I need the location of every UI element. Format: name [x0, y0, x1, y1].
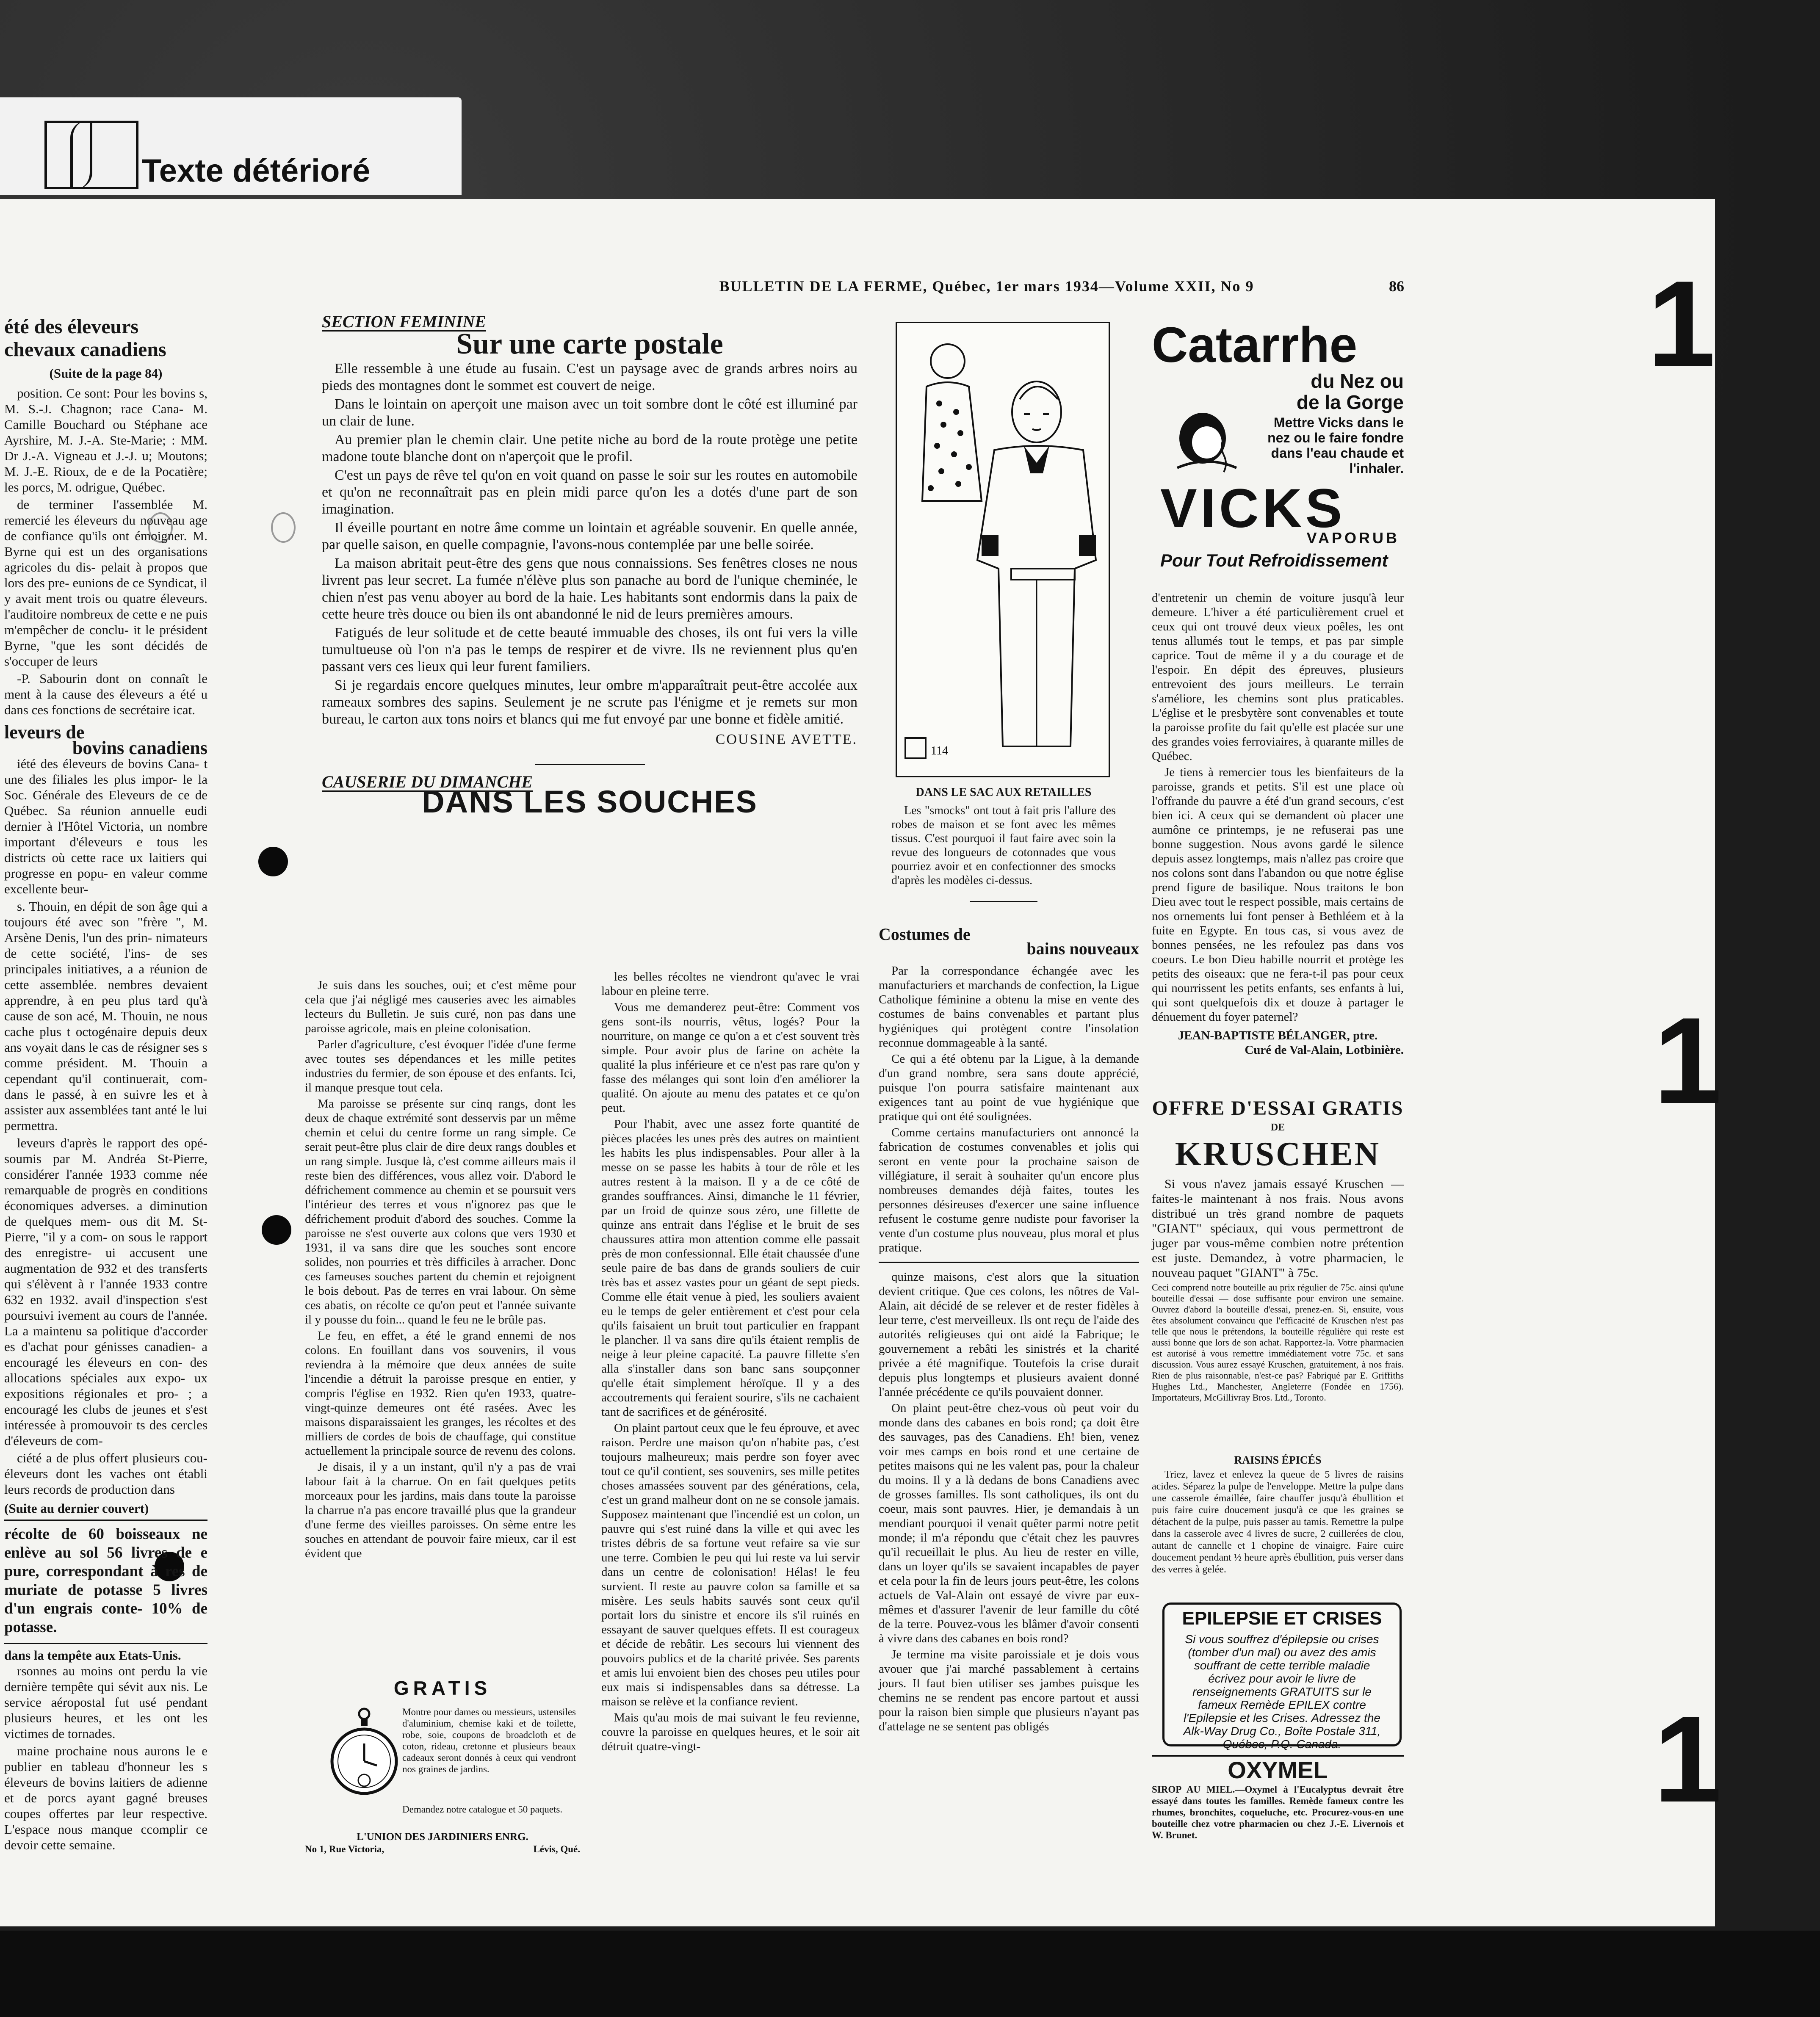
paragraph: Pour l'habit, avec une assez forte quantité de pièces placées les unes près des autres on maintient les habits les plus indispensables. Pour aller à la messe on se passe les habits à tour de rôle et les autres restent à la maison. Il y a de ce côté de grandes souffrances. Ainsi, dimanche le 11 février, par un froid de quinze sous zéro, une fillette de quinze ans entrait dans l'église et le bruit de ses chaussures attira mon attention comme elle passait près de mon confessionnal. Elle était chaussée d'une seule paire de bas dans de grands souliers de cuir très bas et assez vastes pour un géant de sept pieds. Comme elle était venue à pied, les souliers avaient eu le temps de geler entièrement et c'est pour cela qu'ils faisaient un bruit tout particulier en frappant le plancher. Il va sans dire qu'ils étaient remplis de neige à leur pleine capacité. La pauvre fillette s'en alla s'installer dans son banc sans soupçonner qu'elle était simplement héroïque. Il y a des accoutrements qui feraient sourire, s'ils ne cachaient tant de sacrifices et de générosité. — [601, 1117, 860, 1419]
company-city: Lévis, Qué. — [533, 1844, 580, 1854]
paragraph: ciété a de plus offert plusieurs cou- éleveurs dont les vaches ont établi leurs records de production dans — [4, 1451, 207, 1497]
binder-ring — [271, 512, 296, 543]
ad-body: Si vous n'avez jamais essayé Kruschen — faites-le maintenant à nos frais. Nous avons distribué un très grand nombre de paquets "GIANT" spéciaux, qui vous permettront de juger par vous-même combien notre prétention est juste. Demandez, à votre pharmacien, le nouveau paquet "GIANT" à 75c. — [1152, 1177, 1404, 1280]
ad-title: OXYMEL — [1152, 1755, 1404, 1784]
ad-headline: OFFRE D'ESSAI GRATIS — [1152, 1097, 1404, 1119]
ad-title: Catarrhe — [1152, 317, 1358, 373]
section-label: CAUSERIE DU DIMANCHE — [322, 772, 533, 791]
paragraph: Au premier plan le chemin clair. Une petite niche au bord de la route protège une petite madone toute blanche dont on n'aperçoit que le profil. — [322, 432, 857, 464]
left-subtitle: leveurs de — [4, 722, 85, 743]
paragraph: Ce qui a été obtenu par la Ligue, à la demande d'un grand nombre, sera sans doute apprécié, puisque l'on pourra satisfaire maintenant aux exigences tant au point de vue hygiénique que pratique qui ont été soulignées. — [879, 1052, 1139, 1123]
ad-body: Si vous souffrez d'épilepsie ou crises (tomber d'un mal) ou avez des amis souffrant de cette terrible maladie écrivez pour avoir le livre de renseignements GRATUITS sur le fameux Remède EPILEX contre l'Epilepsie et les Crises. Adressez the Alk-Way Drug Co., Boîte Postale 311, Québec, P.Q. Canada. — [1183, 1633, 1381, 1751]
ad-brand-sub: VAPORUB — [1306, 529, 1400, 547]
ad-brand: VICKS — [1160, 477, 1346, 539]
film-edge — [0, 1931, 1820, 2017]
paragraph: leveurs d'après le rapport des opé- soumis par M. Andréa St-Pierre, considérer l'année 1933 comme née remarquable de progrès en conditions économiques adverses. a diminution de quelques mem- ous dit M. St-Pierre, "il y a com- on sous le rapport des enregistre- ui accusent une augmentation de 932 et des transferts qui s'élèvent à r l'année 1933 contre 632 en 1932. avail d'inspection s'est poursuivi ivement au cours de l'année. La a maintenu sa politique d'accorder es d'achat pour génisses canadien- a encouragé les éleveurs en con- des allocations spéciales aux expo- ux expositions régionales et pro- ; a encouragé les clubs de jeunes et s'est intéressée à promouvoir ts des cercles d'éleveurs de com- — [4, 1136, 207, 1448]
recipe-body: Triez, lavez et enlevez la queue de 5 livres de raisins acides. Séparez la pulpe de l'enveloppe. Mettre la pulpe dans une casserole émaillée, faire chauffer jusqu'à ébullition et puis faire cuire doucement jusqu'à ce que les graines se détachent de la pulpe, puis passer au tamis. Remettre la pulpe dans la casserole avec 4 livres de sucre, 2 cuillerées de clou, autant de cannelle et 1 chopine de vinaigre. Faire cuire doucement pendant ½ heure après ébullition, puis verser dans des verres à gelée. — [1152, 1469, 1404, 1575]
gratis-ad — [305, 1677, 580, 1863]
signer-parish: Curé de Val-Alain, Lotbinière. — [1245, 1043, 1404, 1057]
feminine-section — [322, 313, 857, 820]
left-column — [4, 315, 207, 1854]
potash-notice: récolte de 60 boisseaux ne enlève au sol 56 livres de e pure, correspondant à res de muriate de potasse 5 livres d'un engrais conte- 10% de potasse. — [4, 1520, 207, 1637]
margin-number: 1 — [1654, 1691, 1722, 1828]
paragraph: -P. Sabourin dont on connaît le ment à la cause des éleveurs a été u dans ces fonctions de secrétaire icat. — [4, 671, 207, 717]
left-title: été des éleveurs — [4, 315, 139, 338]
paragraph: Je tiens à remercier tous les bienfaiteurs de la paroisse, grands et petits. S'il est une place où l'offrande du pauvre a été d'un grand secours, c'est bien ici. A ceux qui se demandent où placer une aumône ce printemps, je ne refuserai pas une bonne suggestion. Nous avons gardé le silence depuis assez longtemps, mais n'allez pas croire que nos colons sont dans l'abandon ou que notre église prend figure de basilique. Nous traitons le bon Dieu avec tout le respect possible, mais certains de nos ornements lui font penser à Bethléem et à la fuite en Egypte. En tous cas, si vous avez de bonnes pensées, ne les refoulez pas dans vos coeurs. Le bon Dieu habille nourrit et protège les petits des oiseaux: que ne fera-t-il pas pour ceux qui nourrissent les petits enfants, ses enfants à lui, qui sont quelquefois dix et douze à partager le dénuement du foyer paternel? — [1152, 765, 1404, 1024]
paragraph: position. Ce sont: Pour les bovins s, M. S.-J. Chagnon; race Cana- M. Camille Bouchard ou Stéphane ace Ayrshire, M. J.-A. Ste-Marie; : MM. Dr J.-A. Vigneau et J.-J. u; Moutons; M. J.-E. Rioux, de e de la Pocatière; les porcs, M. odrigue, Québec. — [4, 386, 207, 495]
paragraph: Mais qu'au mois de mai suivant le feu revienne, couvre la paroisse en quelques heures, et le soir ait détruit quatre-vingt- — [601, 1711, 860, 1753]
paragraph: Elle ressemble à une étude au fusain. C'est un paysage avec de grands arbres noirs au pieds des montagnes dont le sommet est couvert de neige. — [322, 361, 857, 393]
paragraph: les belles récoltes ne viendront qu'avec le vrai labour en pleine terre. — [601, 970, 860, 998]
fashion-caption: DANS LE SAC AUX RETAILLES — [916, 786, 1092, 799]
paragraph: s. Thouin, en dépit de son âge qui a toujours été avec son "frère ", M. Arsène Denis, l'un des prin- nimateurs de cette société, l'ins- de ses principales initiatives, a a réunion de cette assemblée. nembres devaient apprendre, à en peu plus tard qu'à cause de son acé, M. Thouin, ne nous cache plus t octogénaire depuis deux ans voyait dans le cas de résigner ses s comme président. M. Thouin a cependant qu'il continuerait, com- dans le passé, à en suivre les et à assister aux assemblées tant anté le lui permettra. — [4, 899, 207, 1133]
paragraph: Par la correspondance échangée avec les manufacturiers et marchands de confection, la Ligue Catholique féminine a obtenu la mise en vente des costumes de bains convenables et partant plus hygiéniques qui protègent contre l'insolation reconnue dommageable à la santé. — [879, 964, 1139, 1050]
divider — [891, 892, 1116, 906]
paragraph: d'entretenir un chemin de voiture jusqu'à leur demeure. L'hiver a été particulièrement cruel et ceux qui ont trouvé deux vieux poêles, les ont tenus allumés tout le temps, et pas par simple caprice. Tout de même il y a du courage et de l'espoir. En dépit des épreuves, plusieurs entrevoient des jours meilleurs. Le terrain s'améliore, les chemins sont plus praticables. L'église et le presbytère sont convenables et toute la paroisse profite du fait qu'elle est placée sur une des grandes voies ferroviaires, à quarante milles de Québec. — [1152, 591, 1404, 763]
punch-hole — [258, 847, 288, 876]
article-title: bains nouveaux — [1026, 939, 1139, 958]
margin-number: 1 — [1654, 992, 1722, 1129]
article-title: Costumes de — [879, 925, 971, 944]
ad-title: GRATIS — [393, 1677, 492, 1699]
ad-body: Mettre Vicks dans le nez ou le faire fondre dans l'eau chaude et l'inhaler. — [1267, 415, 1404, 476]
fashion-text — [891, 785, 1116, 910]
ad-title: EPILEPSIE ET CRISES — [1182, 1608, 1382, 1629]
damaged-document-icon — [44, 121, 138, 189]
paragraph: quinze maisons, c'est alors que la situation devient critique. Que ces colons, les nôtres de Val-Alain, ait décidé de se relever et de rester fidèles à leur terre, c'est merveilleux. Ils ont reçu de l'aide des autorités religieuses qui ont aidé la Fabrique; le gouvernement a rebâti les sinistrés et la charité privée a été magnifique. Toutefois la crise durait depuis plus longtemps et plusieurs avaient donné l'année précédente ce qu'ils pouvaient donner. — [879, 1270, 1139, 1399]
ad-body: Montre pour dames ou messieurs, ustensiles d'aluminium, chemise kaki et de toilette, robe, soie, coupons de broadcloth et de coton, rideau, cretonne et plusieurs beaux cadeaux seront donnés à ceux qui vendront nos graines de jardins. — [402, 1707, 576, 1774]
paragraph: Je termine ma visite paroissiale et je dois vous avouer que j'ai marché passablement à certains jours. Il faut bien utiliser ses jambes puisque les chemins ne se rendent pas encore partout et aussi pour la raison bien simple que plusieurs n'ayant pas d'attelage ne se sentent pas obligés — [879, 1648, 1139, 1733]
causerie-column-2 — [601, 970, 860, 1755]
oxymel-ad — [1152, 1755, 1404, 1843]
kruschen-ad — [1152, 1097, 1404, 1405]
divider — [879, 1262, 1139, 1263]
paragraph: La maison abritait peut-être des gens que nous connaissions. Ses fenêtres closes ne nous livrent pas leur secret. La fumée n'élève plus son panache au bord de l'unique cheminée, le chien n'est pas venu aboyer au bord de la haie. Les habitants sont endormis dans la paix de cette heure très douce ou bien ils ont abandonné le nid de leurs premières amours. — [322, 555, 857, 622]
causerie-column-1 — [305, 978, 576, 1562]
paragraph: On plaint peut-être chez-vous où peut voir du monde dans des cabanes en bois rond; ça doit être des sauvages, pas des Canadiens. Eh! bien, venez voir mes camps en bois rond et une certaine de petites maisons qui ne les valent pas, pour la chaleur du moins. Il y a là dedans de bons Canadiens avec de grosses familles. Ils sont catholiques, ils ont du coeur, mais sont pauvres. Hier, je demandais à un mendiant pourquoi il venait quêter parmi notre petit monde; il m'a répondu que c'était chez les pauvres qu'il recueillait le plus. Au lieu de rester en ville, dans un loyer qu'ils se savaient incapables de payer et cela pour la fin de leurs jours peut-être, les colons actuels de Val-Alain ont essayé de vivre par eux-mêmes et d'assurer l'avenir de leur famille du côté de la terre. Pouvez-vous les blâmer d'avoir consenti à vivre dans des cabanes en bois rond? — [879, 1401, 1139, 1645]
paragraph: rsonnes au moins ont perdu la vie dernière tempête qui sévit aux nis. Le service aéropostal fut usé pendant plusieurs heures, et les ont les victimes de tornades. — [4, 1663, 207, 1741]
ad-fine-print: Ceci comprend notre bouteille au prix régulier de 75c. ainsi qu'une bouteille d'essai — dose suffisante pour environ une semaine. Ouvrez d'abord la bouteille d'essai, prenez-en. Si, ensuite, vous êtes absolument convaincu que l'efficacité de Kruschen n'est pas telle que nous le prétendons, la bouteille régulière qui reste est aussi bonne que lors de son achat. Rapportez-la. Votre pharmacien est autorisé à vous remettre immédiatement votre 75c. et sans discussion. Vous aurez essayé Kruschen, gratuitement, à nos frais. Rien de plus raisonnable, n'est-ce pas? Fabriqué par E. Griffiths Hughes Ltd., Manchester, Angleterre (Fondée en 1756). Importateurs, McGillivray Bros. Ltd., Toronto. — [1152, 1282, 1404, 1403]
ad-tagline: Pour Tout Refroidissement — [1160, 550, 1388, 570]
inhaling-woman-icon — [1164, 409, 1249, 476]
paragraph: iété des éleveurs de bovins Cana- t une des filiales les plus impor- le la Soc. Générale des Eleveurs de ce de Québec. Sa réunion annuelle eudi dernier à l'Hôtel Victoria, un nombre important d'éleveurs e tous les districts où cette race ux laitiers qui progresse en popu- en valeur comme excellente beur- — [4, 756, 207, 896]
left-subtitle: bovins canadiens — [72, 738, 207, 758]
paragraph: Je disais, il y a un instant, qu'il n'y a pas de vrai labour fait à la charrue. On en fait quelques petits morceaux pour les jardins, mais dans toute la paroisse la charrue n'a pas encore travaillé plus que la grandeur d'une ferme des vieilles paroisses. On sème entre les souches en attendant de pouvoir faire mieux, car il est évident que — [305, 1460, 576, 1560]
ad-connector: DE — [1270, 1122, 1285, 1133]
paragraph: de terminer l'assemblée M. remercié les éleveurs du nouveau age de confiance qu'ils ont émoigner. M. Byrne qui est un des organisations agricoles du dis- pelait à propos que lors des pre- eunions de ce Syndicat, il y avait ment trois ou quatre éleveurs. l'auditoire nombreux de cette e ne puis m'empêcher de conclu- it le président Byrne, "que les sont décidés de s'occuper de leurs — [4, 497, 207, 669]
section-label: SECTION FEMININE — [322, 312, 486, 331]
storm-headline: dans la tempête aux Etats-Unis. — [4, 1643, 207, 1663]
paragraph: Les "smocks" ont tout à fait pris l'allure des robes de maison et se font avec les mêmes tissus. C'est pourquoi il faut faire avec soin la revue des longueurs de cotonnades que vous pourriez avoir et en confectionner des smocks d'après les modèles ci-dessus. — [891, 804, 1116, 887]
ad-subtitle: de la Gorge — [1296, 391, 1404, 413]
paragraph: C'est un pays de rêve tel qu'on en voit quand on passe le soir sur les routes en automobile et qu'on ne reconnaîtrait pas en plein midi parce qu'on les a dotés d'une part de son imagination. — [322, 467, 857, 517]
continued-note: (Suite au dernier couvert) — [4, 1501, 149, 1516]
paragraph: Il éveille pourtant en notre âme comme un lointain et agréable souvenir. En quelle année, par quelle saison, en quelle compagnie, l'avons-nous contemplée par une belle soirée. — [322, 520, 857, 553]
smock-dresses-drawing — [897, 323, 1106, 774]
ad-subtitle: du Nez ou — [1311, 370, 1404, 392]
signer-name: JEAN-BAPTISTE BÉLANGER, ptre. — [1178, 1029, 1378, 1042]
paragraph: Parler d'agriculture, c'est évoquer l'idée d'une ferme avec toutes ses dépendances et les mille petites industries du fermier, de son épouse et des enfants. Ici, il manque presque tout cela. — [305, 1038, 576, 1094]
paragraph: Si je regardais encore quelques minutes, leur ombre m'apparaîtrait peut-être accolée aux rameaux sombres des sapins. Seulement je ne scrute pas l'énigme et je remets sur mon bureau, le carton aux tons noirs et blancs qui me fut envoyé par une bonne et fidèle amitié. — [322, 677, 857, 727]
masthead: BULLETIN DE LA FERME, Québec, 1er mars 1934—Volume XXII, No 9 — [719, 278, 1254, 295]
pattern-number: 114 — [931, 744, 948, 757]
paragraph: Fatigués de leur solitude et de cette beauté immuable des choses, ils ont fui vers la ville tumultueuse où l'on n'a pas le temps de respirer et de vivre. Ils ne reviennent plus qu'en passant vers ces lieux qui leur furent familiers. — [322, 625, 857, 674]
punch-hole — [262, 1215, 291, 1245]
recipe-title: RAISINS ÉPICÉS — [1234, 1454, 1322, 1466]
company-address: No 1, Rue Victoria, — [305, 1844, 384, 1854]
paragraph: Le feu, en effet, a été le grand ennemi de nos colons. En fouillant dans vos souvenirs, il vous reviendra à la mémoire que deux années de suite l'incendie a détruit la paroisse presque en entier, y compris l'église en 1932. Rien qu'en 1933, quatre-vingt-quinze demeures ont été rasées. Avec les maisons disparaissaient les granges, les récoltes et des milliers de cordes de bois de chauffage, qui constitue actuellement la principale source de revenu des colons. — [305, 1329, 576, 1458]
ad-body: Demandez notre catalogue et 50 paquets. — [402, 1804, 563, 1815]
ad-body: SIROP AU MIEL.—Oxymel à l'Eucalyptus devrait être essayé dans toutes les familles. Remède fameux contre les rhumes, bronchites, coqueluche, etc. Procurez-vous-en une bouteille chez votre pharmacien ou chez J.-E. Livernois et W. Brunet. — [1152, 1784, 1404, 1840]
article-title: DANS LES SOUCHES — [422, 784, 758, 819]
deterioration-label: Texte détérioré — [142, 153, 371, 189]
pocket-watch-icon — [330, 1706, 398, 1804]
company-name: L'UNION DES JARDINIERS ENRG. — [357, 1831, 528, 1843]
paragraph: Dans le lointain on aperçoit une maison avec un toit sombre dont le côté est illuminé par un clair de lune. — [322, 396, 857, 429]
epilepsie-ad — [1162, 1603, 1402, 1751]
paragraph: Ma paroisse se présente sur cinq rangs, dont les deux de chaque extrémité sont desservis par un même chemin et celui du centre forme un rang simple. Ce serait peut-être plus clair de dire deux rangs doubles et un rang simple. Jusque là, c'est comme ailleurs mais il reste bien des différences, vous allez voir. D'abord le défrichement commence au chemin et se poursuit vers l'intérieur des terres et vous n'ignorez pas que le défrichement produit d'abord des souches. Comme la paroisse ne s'est ouverte aux colons que vers 1930 et 1931, il va sans dire que les souches sont encore solides, non pourries et très difficiles à arracher. Donc ces fameuses souches partent du chemin et rejoignent le bois debout. Pas de terres en vrai labour. On sème ces abatis, on récolte ce qu'on peut et l'année suivante il y pousse du foin... quand le feu ne le brûle pas. — [305, 1097, 576, 1326]
fashion-illustration — [896, 322, 1110, 777]
ad-brand: KRUSCHEN — [1175, 1136, 1381, 1173]
paragraph: Vous me demanderez peut-être: Comment vos gens sont-ils nourris, vêtus, logés? Pour la nourriture, on mange ce qu'on a et c'est souvent très simple. Pour avoir plus de farine on achète la qualité la plus inférieure et ce n'est pas rare qu'on y fasse des mélanges qui sont loin d'en améliorer la qualité. On ajoute au menu des patates et ce qu'on peut. — [601, 1000, 860, 1115]
paragraph: maine prochaine nous aurons le e publier en tableau d'honneur les s éleveurs de bovins laitiers de adienne et de porcs ayant gagné breuses coupes offertes par leur respective. L'espace nous manque ccomplir ce devoir cette semaine. — [4, 1743, 207, 1852]
article-title: Sur une carte postale — [456, 328, 723, 360]
costumes-article — [879, 927, 1139, 1735]
right-column — [1152, 591, 1404, 1057]
paragraph: Je suis dans les souches, oui; et c'est même pour cela que j'ai négligé mes causeries avec les aimables lecteurs du Bulletin. Je suis curé, non pas dans une paroisse agricole, mais en pleine colonisation. — [305, 978, 576, 1035]
divider — [322, 752, 857, 769]
recipe — [1152, 1454, 1404, 1577]
paragraph: On plaint partout ceux que le feu éprouve, et avec raison. Perdre une maison qu'on n'habite pas, c'est toujours malheureux; mais perdre son foyer avec tout ce qu'il contient, ses souvenirs, ses mille petites choses amassées souvent par des générations, cela, c'est un grand malheur dont on ne se console jamais. Supposez maintenant que l'incendié est un colon, un pauvre qui s'est ruiné dans la ville et qui avec les tristes débris de sa fortune veut refaire sa vie sur une terre. Combien le peu qui lui reste va lui servir dans un centre de colonisation! Hélas! le feu survient. Il reste au pauvre colon sa famille et sa misère. Les seuls habits sauvés sont ceux qu'il portait lors du sinistre et encore ils s'il ruinés en essayant de sauver quelques effets. Il est courageux et décide de rebâtir. Les secours lui viennent des pouvoirs publics et de la charité privée. Ses parents et amis lui envoient bien des choses peu utiles pour eux mais si indispensables dans sa détresse. La maison se relève et la confiance revient. — [601, 1421, 860, 1708]
author-signature: COUSINE AVETTE. — [715, 732, 857, 747]
paragraph: Comme certains manufacturiers ont annoncé la fabrication de costumes convenables et jolis qui seront en vente pour la prochaine saison de villégiature, il serait à souhaiter qu'un encore plus nombreuses demandes déjà faites, toutes les personnes désireuses d'exercer une saine influence refusent le costume genre nudiste pour favoriser la vente d'un costume plus nouveau, plus moral et plus pratique. — [879, 1126, 1139, 1254]
vicks-ad — [1152, 317, 1404, 578]
margin-number: 1 — [1647, 255, 1716, 392]
left-title: chevaux canadiens — [4, 338, 166, 361]
continued-note: (Suite de la page 84) — [49, 366, 163, 381]
page-number: 86 — [1389, 278, 1404, 295]
